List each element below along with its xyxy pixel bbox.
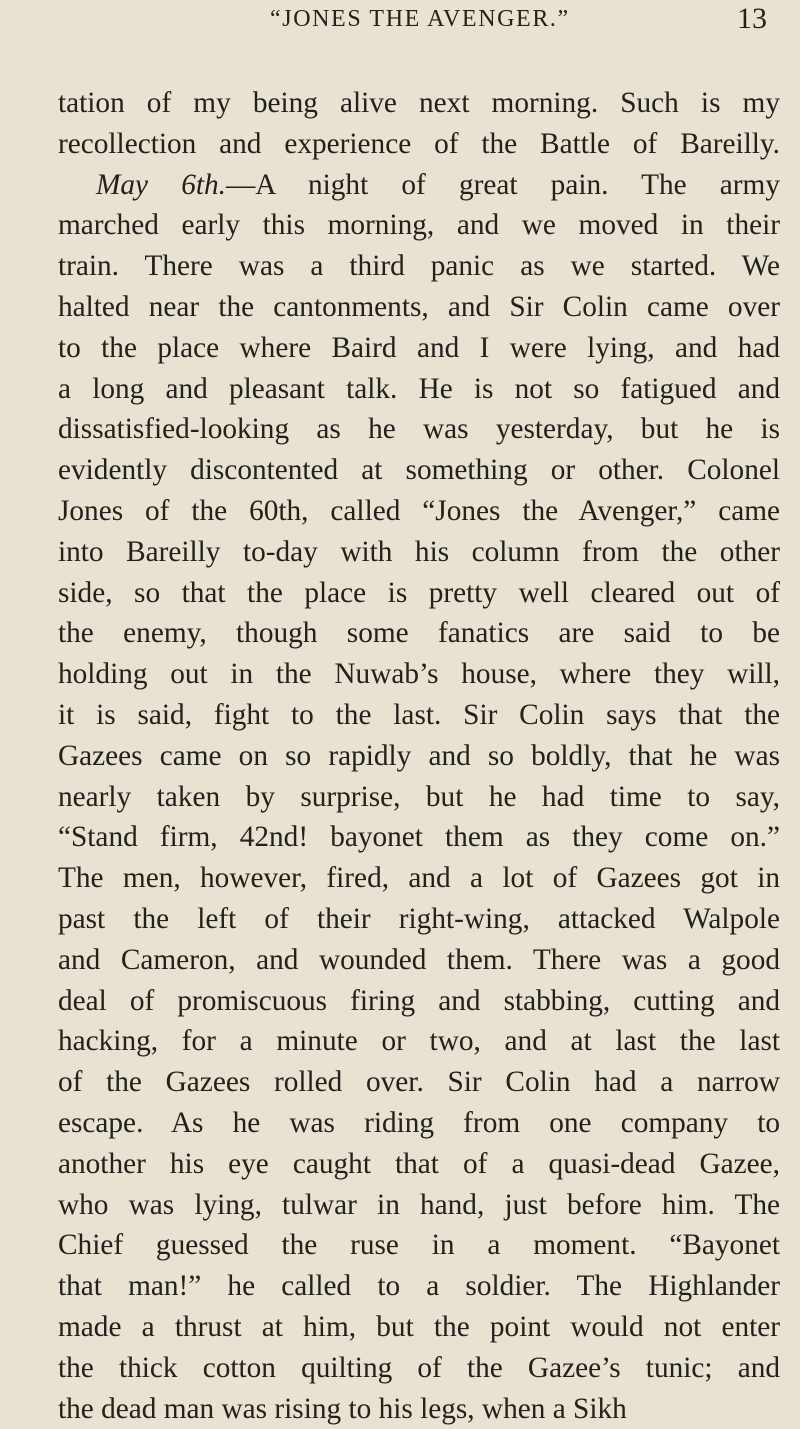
text-line: Chief guessed the ruse in a moment. “Bayonet [58, 1225, 780, 1266]
text-line: The men, however, fired, and a lot of Gazees got in [58, 858, 780, 899]
text-line: hacking, for a minute or two, and at last the last [58, 1021, 780, 1062]
text-line: deal of promiscuous firing and stabbing, cutting and [58, 981, 780, 1022]
text-line: evidently discontented at something or other. Colonel [58, 450, 780, 491]
text-line: marched early this morning, and we moved in their [58, 205, 780, 246]
running-head: “JONES THE AVENGER.” [270, 6, 570, 33]
page-number: 13 [737, 2, 767, 36]
text-line: into Bareilly to-day with his column from the other [58, 532, 780, 573]
text-line: and Cameron, and wounded them. There was a good [58, 940, 780, 981]
text-line: made a thrust at him, but the point would not enter [58, 1307, 780, 1348]
text-line: “Stand firm, 42nd! bayonet them as they come on.” [58, 817, 780, 858]
text-line: that man!” he called to a soldier. The Highlander [58, 1266, 780, 1307]
text-line: dissatisfied-looking as he was yesterday, but he is [58, 409, 780, 450]
body-text [58, 83, 780, 1429]
text-line: nearly taken by surprise, but he had time to say, [58, 777, 780, 818]
text-line: holding out in the Nuwab’s house, where they will, [58, 654, 780, 695]
text-line: to the place where Baird and I were lying, and had [58, 328, 780, 369]
text-line: the enemy, though some fanatics are said to be [58, 613, 780, 654]
entry-line-text: —A night of great pain. The army [226, 169, 780, 201]
text-line: past the left of their right-wing, attacked Walpole [58, 899, 780, 940]
text-line: Gazees came on so rapidly and so boldly, that he was [58, 736, 780, 777]
text-line: a long and pleasant talk. He is not so fatigued and [58, 369, 780, 410]
text-line: tation of my being alive next morning. Such is my [58, 83, 780, 124]
text-line: it is said, fight to the last. Sir Colin says that the [58, 695, 780, 736]
entry-date: May 6th. [96, 169, 226, 201]
text-line: escape. As he was riding from one company to [58, 1103, 780, 1144]
text-line: another his eye caught that of a quasi-dead Gazee, [58, 1144, 780, 1185]
text-line: the thick cotton quilting of the Gazee’s tunic; and [58, 1348, 780, 1389]
text-line: side, so that the place is pretty well cleared out of [58, 573, 780, 614]
text-line: of the Gazees rolled over. Sir Colin had a narrow [58, 1062, 780, 1103]
text-line: recollection and experience of the Battle of Bareilly. [58, 124, 780, 165]
diary-entry-line [58, 165, 780, 206]
text-line: train. There was a third panic as we started. We [58, 246, 780, 287]
text-line: who was lying, tulwar in hand, just before him. The [58, 1185, 780, 1226]
text-line: the dead man was rising to his legs, when a Sikh [58, 1389, 780, 1429]
text-line: Jones of the 60th, called “Jones the Avenger,” came [58, 491, 780, 532]
text-line: halted near the cantonments, and Sir Colin came over [58, 287, 780, 328]
